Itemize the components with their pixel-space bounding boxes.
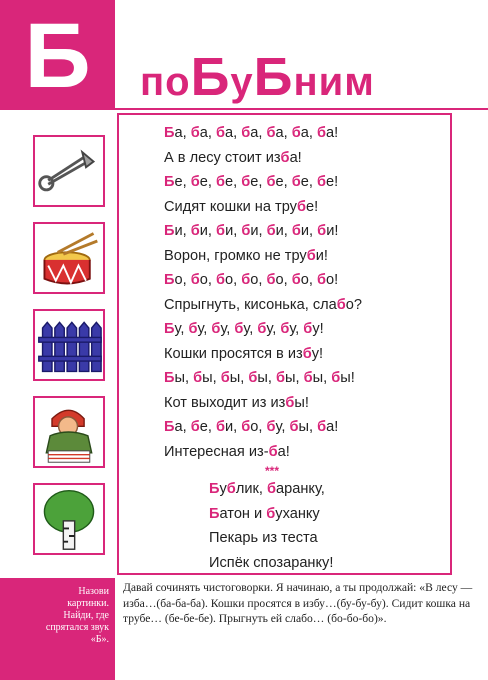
text-segment: о, xyxy=(174,272,191,288)
rhyme-line xyxy=(209,526,333,551)
highlight-letter: б xyxy=(234,321,244,337)
hint-text: Назови картинки. Найди, где спрятался звук «Б». xyxy=(45,586,109,645)
lines-line xyxy=(164,342,362,367)
lines-line xyxy=(164,317,362,342)
text-segment: у xyxy=(219,481,227,497)
text-segment: у! xyxy=(312,321,324,337)
text-segment: Пекарь из теста xyxy=(209,530,318,546)
text-segment: Сидят кошки на тру xyxy=(164,198,297,215)
grandmother-icon xyxy=(35,398,103,466)
text-segment: у, xyxy=(243,321,258,337)
text-segment: Кошки просятся в из xyxy=(164,345,303,362)
text-segment: е! xyxy=(306,198,319,215)
text-segment: а, xyxy=(275,125,292,141)
safety-pin-icon xyxy=(35,137,103,205)
lines-line xyxy=(164,293,362,318)
highlight-letter: б xyxy=(266,174,276,190)
highlight-letter: б xyxy=(190,419,200,435)
title-part-1: по xyxy=(140,60,191,104)
highlight-letter: б xyxy=(215,174,225,190)
highlight-letter: б xyxy=(317,223,327,239)
highlight-letter: б xyxy=(266,481,276,497)
text-segment: Интересная из- xyxy=(164,443,269,460)
highlight-letter: Б xyxy=(164,174,175,190)
highlight-letter: б xyxy=(266,272,276,288)
highlight-letter: Б xyxy=(164,272,175,288)
picture-card-grandmother[interactable] xyxy=(33,396,105,468)
highlight-letter: б xyxy=(266,223,276,239)
text-segment: лик, xyxy=(235,481,267,497)
text-segment: А в лесу стоит из xyxy=(164,149,281,166)
text-segment: а, xyxy=(300,125,317,141)
text-segment: а, xyxy=(250,125,267,141)
text-segment: у, xyxy=(266,321,281,337)
highlight-letter: б xyxy=(291,125,301,141)
highlight-letter: б xyxy=(266,419,276,435)
text-segment: и, xyxy=(225,223,242,239)
highlight-letter: б xyxy=(216,223,226,239)
highlight-letter: б xyxy=(289,419,299,435)
lines-line xyxy=(164,440,362,465)
text-segment: уханку xyxy=(275,505,320,522)
highlight-letter: б xyxy=(291,174,301,190)
text-segment: и, xyxy=(275,223,292,239)
rhyme-line xyxy=(209,502,333,527)
text-segment: а! xyxy=(326,419,339,435)
text-segment: Испёк спозаранку! xyxy=(209,554,334,571)
highlight-letter: б xyxy=(316,125,326,141)
text-segment: аранку, xyxy=(276,481,325,497)
highlight-letter: б xyxy=(280,149,290,166)
text-segment: ы, xyxy=(285,370,304,386)
text-segment: о, xyxy=(300,272,317,288)
highlight-letter: б xyxy=(296,198,306,215)
highlight-letter: б xyxy=(291,272,301,288)
highlight-letter: б xyxy=(316,174,326,190)
big-letter: Б xyxy=(24,5,91,107)
text-segment: атон и xyxy=(219,505,267,522)
highlight-letter: б xyxy=(248,370,258,386)
highlight-letter: б xyxy=(317,419,327,435)
text-segment: Спрыгнуть, кисонька, сла xyxy=(164,296,337,313)
highlight-letter: Б xyxy=(209,481,220,497)
picture-card-fence[interactable] xyxy=(33,309,105,381)
highlight-letter: б xyxy=(257,321,267,337)
text-segment: е, xyxy=(300,174,317,190)
text-segment: а, xyxy=(225,125,242,141)
highlight-letter: б xyxy=(241,174,251,190)
rhyme-lines xyxy=(209,477,333,575)
text-segment: е, xyxy=(199,174,216,190)
text-segment: о, xyxy=(250,272,267,288)
highlight-letter: б xyxy=(285,394,295,411)
lines-line xyxy=(164,391,362,416)
hint-panel xyxy=(0,578,115,680)
lines-line xyxy=(164,219,362,244)
highlight-letter: Б xyxy=(164,419,175,435)
highlight-letter: б xyxy=(193,370,203,386)
text-segment: и! xyxy=(326,223,339,239)
text-segment: а! xyxy=(277,443,290,460)
highlight-letter: Б xyxy=(164,223,175,239)
text-segment: у, xyxy=(275,419,290,435)
text-segment: а, xyxy=(199,125,216,141)
highlight-letter: б xyxy=(215,125,225,141)
highlight-letter: б xyxy=(241,272,251,288)
highlight-letter: б xyxy=(266,125,276,141)
poem-box xyxy=(117,113,452,575)
text-segment: е, xyxy=(199,419,216,435)
lines-line xyxy=(164,366,362,391)
text-segment: о! xyxy=(326,272,339,288)
highlight-letter: б xyxy=(266,505,276,522)
birch-tree-icon xyxy=(35,485,103,553)
text-segment: о, xyxy=(250,419,267,435)
rhyme-line xyxy=(209,551,333,576)
text-segment: ы! xyxy=(294,394,309,411)
highlight-letter: б xyxy=(303,370,313,386)
text-segment: ы, xyxy=(312,370,332,386)
text-segment: о, xyxy=(199,272,216,288)
text-segment: у, xyxy=(174,321,189,337)
text-segment: у, xyxy=(220,321,235,337)
separator-stars: *** xyxy=(265,464,280,478)
page-title xyxy=(140,47,375,107)
header-divider xyxy=(115,108,488,110)
drum-icon xyxy=(35,224,103,292)
highlight-letter: б xyxy=(331,370,341,386)
text-segment: Кот выходит из из xyxy=(164,394,286,411)
highlight-letter: Б xyxy=(164,370,175,386)
lines-line xyxy=(164,244,362,269)
lines-line xyxy=(164,195,362,220)
title-part-5: ним xyxy=(293,60,375,104)
highlight-letter: б xyxy=(291,223,301,239)
highlight-letter: б xyxy=(215,272,225,288)
title-part-4: Б xyxy=(253,47,294,107)
highlight-letter: б xyxy=(336,296,346,313)
lines-line xyxy=(164,146,362,171)
highlight-letter: б xyxy=(215,419,225,435)
lines-line xyxy=(164,415,362,440)
text-segment: Ворон, громко не тру xyxy=(164,247,307,264)
highlight-letter: б xyxy=(268,443,278,460)
text-segment: о, xyxy=(225,272,242,288)
title-part-2: Б xyxy=(190,47,231,107)
text-segment: е, xyxy=(225,174,242,190)
picture-card-birch[interactable] xyxy=(33,483,105,555)
text-segment: и, xyxy=(300,223,318,239)
text-segment: у, xyxy=(197,321,212,337)
highlight-letter: б xyxy=(302,345,312,362)
text-segment: а! xyxy=(289,149,302,166)
highlight-letter: б xyxy=(275,370,285,386)
highlight-letter: б xyxy=(211,321,221,337)
text-segment: ы, xyxy=(174,370,194,386)
text-segment: е! xyxy=(326,174,339,190)
text-segment: и! xyxy=(315,247,328,264)
highlight-letter: Б xyxy=(209,505,220,522)
poem-lines xyxy=(164,121,362,464)
picture-card-drum[interactable] xyxy=(33,222,105,294)
text-segment: ы! xyxy=(340,370,355,386)
highlight-letter: б xyxy=(226,481,236,497)
text-segment: и, xyxy=(174,223,191,239)
text-segment: ы, xyxy=(229,370,249,386)
rhyme-line xyxy=(209,477,333,502)
highlight-letter: б xyxy=(220,370,230,386)
lines-line xyxy=(164,121,362,146)
highlight-letter: б xyxy=(190,223,200,239)
highlight-letter: Б xyxy=(164,321,175,337)
instructions-text: Давай сочинять чистоговорки. Я начинаю, а ты продолжай: «В лесу — изба…(ба-ба-ба). Кошки просятся в избу…(бу-бу-бу). Сидит кошка на трубе… (бе-бе-бе). Прыгнуть ей слабо… (бо-бо-бо)». xyxy=(123,581,473,625)
text-segment: и, xyxy=(225,419,242,435)
text-segment: а, xyxy=(174,419,191,435)
text-segment: ы, xyxy=(298,419,318,435)
highlight-letter: б xyxy=(190,174,200,190)
highlight-letter: б xyxy=(190,125,200,141)
text-segment: е, xyxy=(250,174,267,190)
highlight-letter: б xyxy=(316,272,326,288)
text-segment: у! xyxy=(311,345,324,362)
text-segment: и, xyxy=(199,223,217,239)
highlight-letter: б xyxy=(241,223,251,239)
highlight-letter: б xyxy=(280,321,290,337)
title-part-3: у xyxy=(230,60,254,104)
lines-line xyxy=(164,170,362,195)
text-segment: а! xyxy=(326,125,339,141)
text-segment: о, xyxy=(275,272,292,288)
highlight-letter: Б xyxy=(164,125,175,141)
highlight-letter: б xyxy=(241,419,251,435)
highlight-letter: б xyxy=(190,272,200,288)
text-segment: о? xyxy=(345,296,363,313)
highlight-letter: б xyxy=(188,321,198,337)
highlight-letter: б xyxy=(303,321,313,337)
highlight-letter: б xyxy=(306,247,316,264)
text-segment: ы, xyxy=(202,370,221,386)
header-letter-panel xyxy=(0,0,115,110)
text-segment: е, xyxy=(275,174,292,190)
text-segment: ы, xyxy=(257,370,276,386)
text-segment: у, xyxy=(289,321,304,337)
fence-icon xyxy=(35,311,103,379)
picture-card-safety-pin[interactable] xyxy=(33,135,105,207)
text-segment: а, xyxy=(174,125,191,141)
highlight-letter: б xyxy=(241,125,251,141)
lines-line xyxy=(164,268,362,293)
text-segment: и, xyxy=(250,223,267,239)
text-segment: е, xyxy=(174,174,191,190)
